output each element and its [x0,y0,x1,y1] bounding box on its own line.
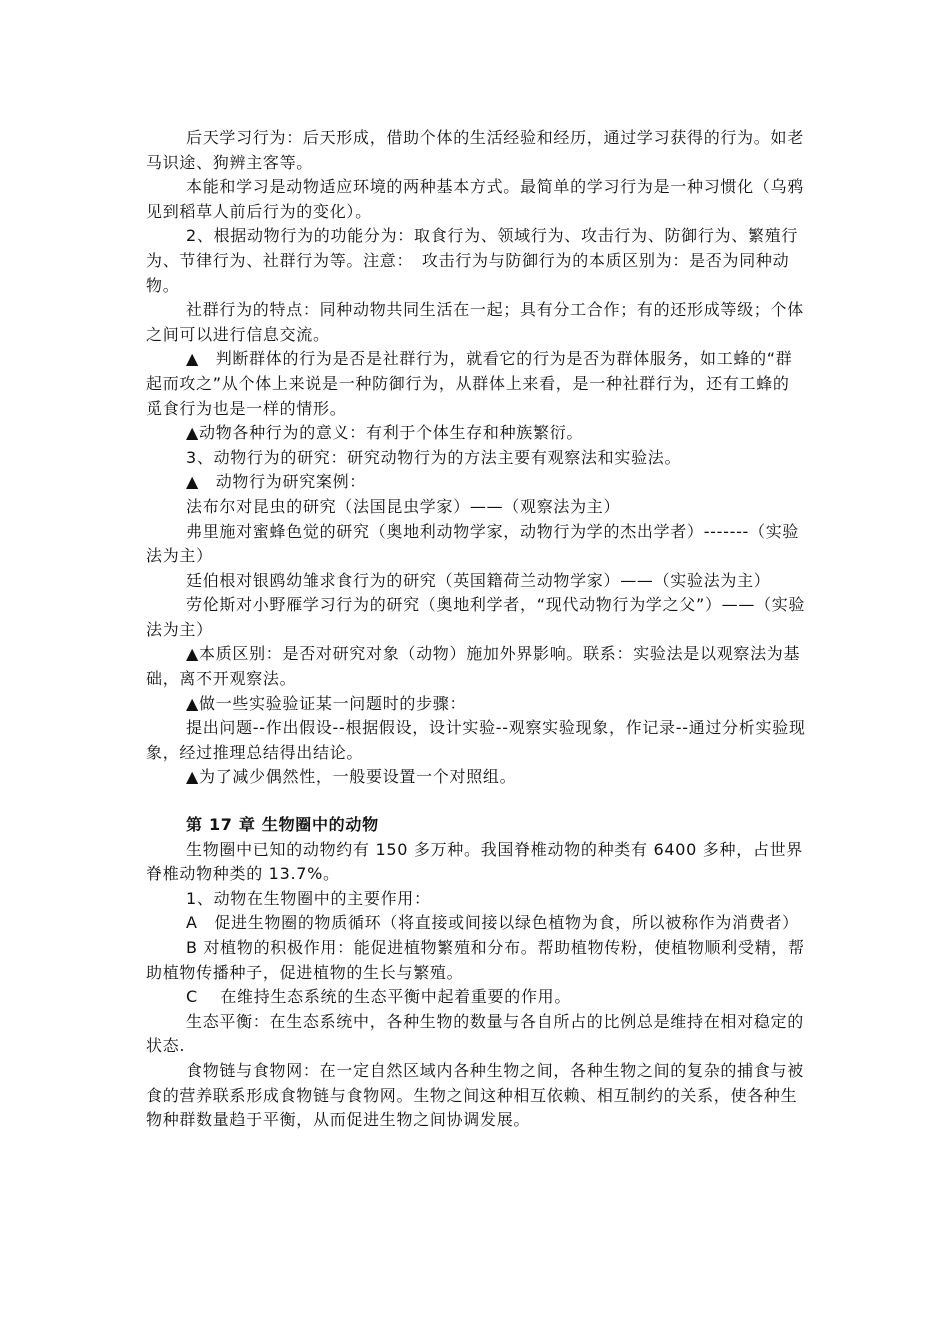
paragraph-animal-species: 生物圈中已知的动物约有 150 多万种。我国脊椎动物的种类有 6400 多种，占世界脊椎动物种类的 13.7%。 [146,839,804,884]
paragraph-fabre: 法布尔对昆虫的研究（法国昆虫学家）——（观察法为主） [186,496,621,516]
paragraph-role-c: C 在维持生态系统的生态平衡中起着重要的作用。 [186,987,572,1007]
paragraph-social-behavior: 社群行为的特点：同种动物共同生活在一起；具有分工合作；有的还形成等级；个体之间可以进行信息交流。 [146,300,804,344]
paragraph-essential-difference: ▲本质区别：是否对研究对象（动物）施加外界影响。联系：实验法是以观察法为基础，离不开观察法。 [146,644,801,689]
paragraph-social-judgement: ▲ 判断群体的行为是否是社群行为，就看它的行为是否为群体服务，如工蜂的“群起而攻之”从个体上来说是一种防御行为，从群体上来看，是一种社群行为，还有工蜂的觅食行为也是一样的情形。 [146,349,793,418]
paragraph-role-b: B 对植物的积极作用：能促进植物繁殖和分布。帮助植物传粉，使植物顺利受精，帮助植物传播种子，促进植物的生长与繁殖。 [146,938,805,982]
paragraph-ecological-balance: 生态平衡：在生态系统中，各种生物的数量与各自所占的比例总是维持在相对稳定的状态. [146,1011,804,1056]
chapter-title: 第 17 章 生物圈中的动物 [186,815,379,835]
paragraph-behavior-meaning: ▲动物各种行为的意义：有利于个体生存和种族繁衍。 [186,423,584,443]
paragraph-instinct-learning: 本能和学习是动物适应环境的两种基本方式。最简单的学习行为是一种习惯化（乌鸦见到稻草人前后行为的变化）。 [146,177,804,221]
paragraph-food-web: 食物链与食物网：在一定自然区域内各种生物之间，各种生物之间的复杂的捕食与被食的营养联系形成食物链与食物网。生物之间这种相互依赖、相互制约的关系，使各种生物种群数量趋于平衡，从而促进生物之间协调发展。 [146,1060,804,1130]
paragraph-role-a: A 促进生物圈的物质循环（将直接或间接以绿色植物为食，所以被称作为消费者） [186,913,799,933]
paragraph-frisch: 弗里施对蜜蜂色觉的研究（奥地利动物学家，动物行为学的杰出学者）-------（实验法为主） [146,521,800,566]
paragraph-main-roles: 1、动物在生物圈中的主要作用： [186,888,431,908]
paragraph-experiment-steps-title: ▲做一些实验验证某一问题时的步骤： [186,693,467,713]
paragraph-tinbergen: 廷伯根对银鸥幼雏求食行为的研究（英国籍荷兰动物学家）——（实验法为主） [186,570,771,590]
paragraph-research-cases: ▲ 动物行为研究案例： [186,472,367,492]
paragraph-acquired-behavior: 后天学习行为：后天形成，借助个体的生活经验和经历，通过学习获得的行为。如老马识途、狗辨主客等。 [146,128,804,172]
paragraph-experiment-steps: 提出问题--作出假设--根据假设，设计实验--观察实验现象，作记录--通过分析实验现象，经过推理总结得出结论。 [146,718,806,762]
paragraph-behavior-research: 3、动物行为的研究：研究动物行为的方法主要有观察法和实验法。 [186,447,682,467]
paragraph-control-group: ▲为了减少偶然性，一般要设置一个对照组。 [186,767,517,787]
document-body [146,126,806,1133]
paragraph-lorenz: 劳伦斯对小野雁学习行为的研究（奥地利学者，“现代动物行为学之父”）——（实验法为主） [146,595,806,639]
paragraph-behavior-function: 2、根据动物行为的功能分为：取食行为、领域行为、攻击行为、防御行为、繁殖行为、节律行为、社群行为等。注意： 攻击行为与防御行为的本质区别为：是否为同种动物。 [146,226,799,295]
